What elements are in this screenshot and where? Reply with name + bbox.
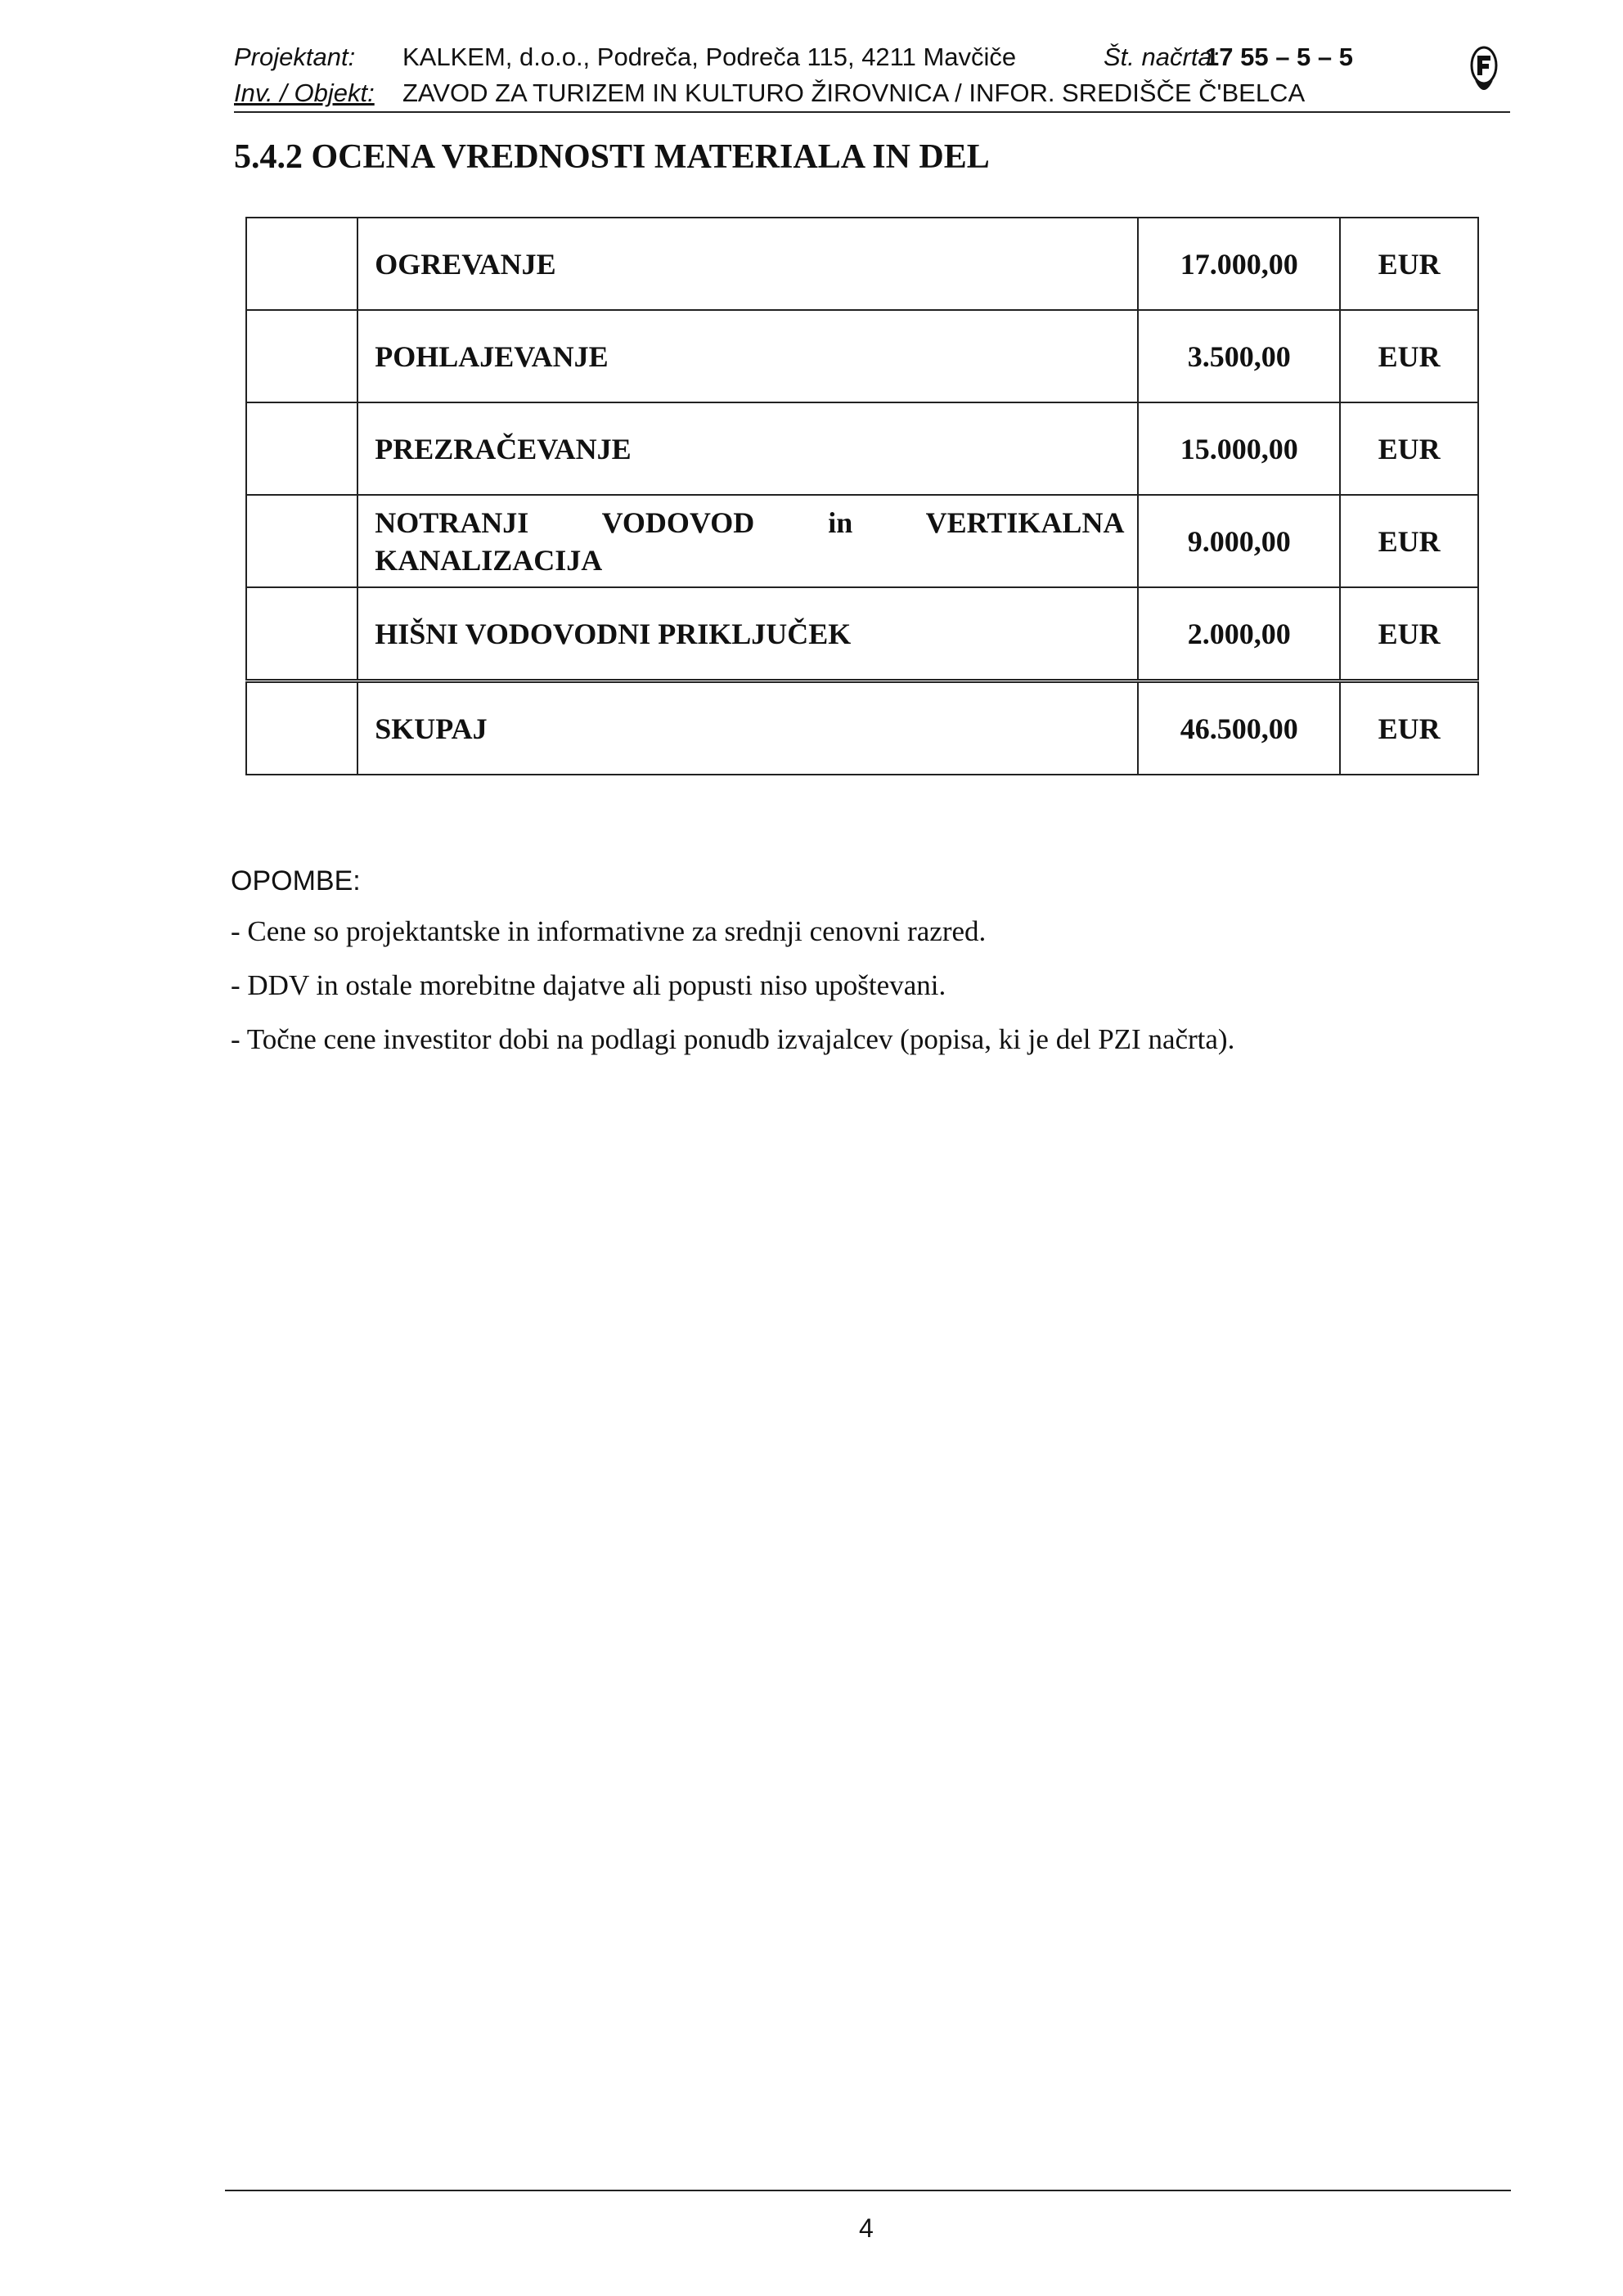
- item-amount: 9.000,00: [1138, 495, 1340, 587]
- table-row: [246, 402, 1478, 495]
- table-row: [246, 218, 1478, 310]
- item-currency: EUR: [1340, 218, 1478, 310]
- notes-title: OPOMBE:: [231, 865, 361, 896]
- item-currency: EUR: [1340, 310, 1478, 402]
- note-item: - Točne cene investitor dobi na podlagi ponudb izvajalcev (popisa, ki je del PZI načrta).: [231, 1023, 1235, 1055]
- row-blank-cell: [246, 218, 357, 310]
- row-blank-cell: [246, 310, 357, 402]
- object-label: Inv. / Objekt:: [234, 79, 375, 107]
- company-logo-icon: [1468, 41, 1499, 100]
- item-name: OGREVANJE: [357, 218, 1138, 310]
- total-currency: EUR: [1340, 681, 1478, 775]
- header-divider: [234, 111, 1510, 113]
- item-amount: 3.500,00: [1138, 310, 1340, 402]
- total-label: SKUPAJ: [357, 681, 1138, 775]
- item-amount: 2.000,00: [1138, 587, 1340, 681]
- row-blank-cell: [246, 402, 357, 495]
- item-currency: EUR: [1340, 495, 1478, 587]
- table-row: [246, 587, 1478, 681]
- item-currency: EUR: [1340, 402, 1478, 495]
- section-title: 5.4.2 OCENA VREDNOSTI MATERIALA IN DEL: [234, 138, 990, 176]
- total-amount: 46.500,00: [1138, 681, 1340, 775]
- row-blank-cell: [246, 587, 357, 681]
- drawing-number-label: Št. načrta:: [1104, 43, 1220, 71]
- row-blank-cell: [246, 681, 357, 775]
- item-currency: EUR: [1340, 587, 1478, 681]
- footer-divider: [225, 2190, 1511, 2191]
- item-amount: 15.000,00: [1138, 402, 1340, 495]
- table-row: [246, 495, 1478, 587]
- notes-section: [231, 865, 1540, 1077]
- note-item: - Cene so projektantske in informativne za srednji cenovni razred.: [231, 915, 987, 947]
- item-amount: 17.000,00: [1138, 218, 1340, 310]
- cost-estimate-table: [245, 217, 1479, 775]
- note-item: - DDV in ostale morebitne dajatve ali popusti niso upoštevani.: [231, 969, 946, 1001]
- total-row: [246, 681, 1478, 775]
- page-number: 4: [859, 2213, 874, 2243]
- document-header: [234, 36, 1510, 111]
- object-value: ZAVOD ZA TURIZEM IN KULTURO ŽIROVNICA / INFOR. SREDIŠČE Č'BELCA: [402, 79, 1306, 107]
- item-name: HIŠNI VODOVODNI PRIKLJUČEK: [357, 587, 1138, 681]
- row-blank-cell: [246, 495, 357, 587]
- item-name-cell: [357, 495, 1138, 587]
- item-name: PREZRAČEVANJE: [357, 402, 1138, 495]
- table-row: [246, 310, 1478, 402]
- designer-label: Projektant:: [234, 43, 356, 71]
- item-name: POHLAJEVANJE: [357, 310, 1138, 402]
- item-name: NOTRANJI VODOVOD in VERTIKALNA KANALIZACIJA: [375, 505, 1125, 577]
- designer-value: KALKEM, d.o.o., Podreča, Podreča 115, 4211 Mavčiče: [402, 43, 1017, 71]
- drawing-number-value: 17 55 – 5 – 5: [1205, 43, 1353, 71]
